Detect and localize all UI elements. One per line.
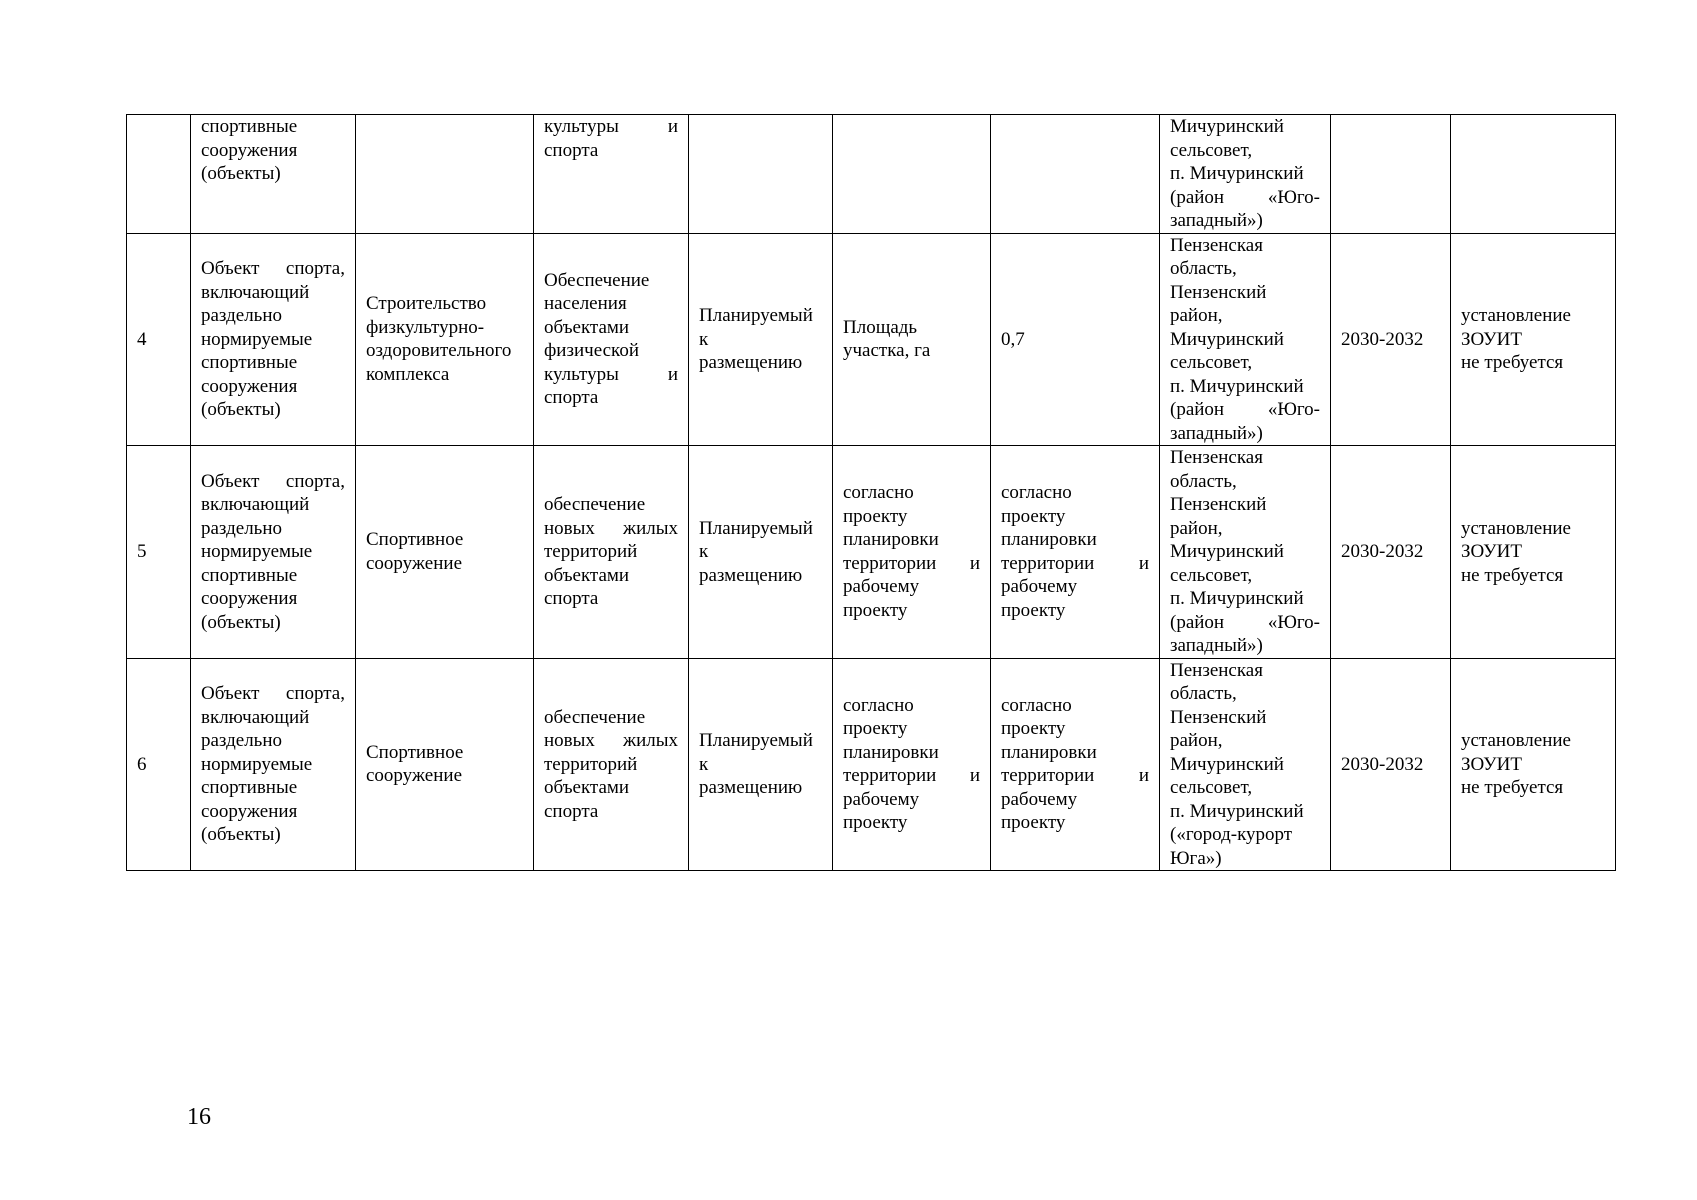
cell-text: 4 (137, 328, 147, 350)
cell-param (833, 115, 991, 234)
cell-word: культуры (544, 116, 619, 137)
cell-line (201, 800, 345, 824)
cell-word: раздельно (201, 730, 283, 751)
cell-status (689, 115, 833, 234)
cell-word: новых (544, 517, 595, 539)
cell-line (843, 528, 980, 552)
cell-word: спортивные (201, 777, 298, 798)
cell-line (1170, 611, 1320, 635)
cell-line (1001, 575, 1149, 599)
cell-line (1170, 304, 1320, 328)
cell-line (1170, 493, 1320, 517)
cell-word: планировки (1001, 741, 1097, 763)
cell-zone (1451, 233, 1616, 446)
cell-word: сельсовет, (1170, 777, 1253, 798)
cell-line (544, 776, 678, 800)
cell-word: включающий (201, 706, 310, 728)
cell-line (843, 599, 980, 623)
cell-word: обеспечение (544, 494, 646, 515)
cell-word: сельсовет, (1170, 564, 1253, 586)
cell-line (1170, 753, 1320, 777)
cell-name (356, 233, 534, 446)
cell-num (127, 658, 191, 871)
table-row (127, 233, 1616, 446)
cell-line (201, 587, 345, 611)
cell-word: нормируемые (201, 328, 313, 350)
cell-word: Юга») (1170, 847, 1222, 869)
cell-line (1170, 517, 1320, 541)
cell-line (1001, 717, 1149, 741)
cell-line (1001, 481, 1149, 505)
cell-line (1170, 540, 1320, 564)
cell-line: к (699, 541, 709, 562)
cell-line (544, 706, 678, 730)
cell-word: физической (544, 340, 639, 362)
cell-line (843, 505, 980, 529)
table-row (127, 115, 1616, 234)
cell-line: Планируемый (699, 730, 813, 751)
cell-line (1001, 528, 1149, 552)
cell-line: комплекса (366, 363, 450, 385)
cell-word: новых (544, 730, 595, 751)
cell-line (843, 694, 980, 718)
cell-word: спорта (544, 588, 599, 609)
cell-word: согласно (1001, 482, 1072, 504)
cell-line (1001, 552, 1149, 576)
cell-line (201, 304, 345, 328)
cell-word: территории (843, 552, 937, 574)
cell-word: жилых (622, 730, 678, 751)
cell-line (1170, 398, 1320, 422)
cell-param (833, 658, 991, 871)
cell-word: рабочему (843, 788, 920, 810)
cell-word: спорта, (285, 258, 345, 279)
cell-line: ЗОУИТ (1461, 753, 1522, 775)
cell-line: размещению (699, 564, 803, 586)
cell-line: к (699, 328, 709, 350)
cell-word: сельсовет, (1170, 139, 1253, 161)
cell-word: п. Мичуринский (1170, 800, 1304, 822)
cell-word: район, (1170, 517, 1223, 539)
cell-line (1170, 682, 1320, 706)
cell-purpose (534, 115, 689, 234)
cell-word: проекту (843, 505, 908, 527)
cell-word: п. Мичуринский (1170, 588, 1304, 609)
cell-param (833, 233, 991, 446)
cell-word: «Юго- (1267, 186, 1320, 208)
cell-line (843, 717, 980, 741)
cell-line (201, 540, 345, 564)
cell-line (1001, 505, 1149, 529)
cell-word: спорта, (285, 470, 345, 492)
cell-line (201, 398, 345, 422)
cell-word: спорта, (285, 683, 345, 704)
cell-word: раздельно (201, 305, 283, 326)
cell-line (544, 587, 678, 611)
cell-word: согласно (1001, 694, 1072, 716)
cell-line (201, 257, 345, 281)
cell-word: сельсовет, (1170, 352, 1253, 373)
cell-line (843, 481, 980, 505)
cell-line (843, 764, 980, 788)
cell-line (1170, 186, 1320, 210)
cell-word: проекту (843, 599, 908, 621)
cell-line (1170, 587, 1320, 611)
cell-location (1160, 446, 1331, 659)
cell-line (544, 292, 678, 316)
cell-text: 5 (137, 541, 147, 562)
cell-line (544, 363, 678, 387)
cell-word: Обеспечение (544, 269, 650, 291)
cell-word: Пензенский (1170, 706, 1267, 728)
cell-word: сооружения (201, 375, 298, 397)
cell-line (544, 800, 678, 824)
cell-word: нормируемые (201, 541, 313, 562)
cell-location (1160, 658, 1331, 871)
cell-word: (район (1170, 186, 1225, 208)
cell-line (1170, 823, 1320, 847)
cell-word: сооружения (201, 800, 298, 822)
cell-line (201, 753, 345, 777)
cell-line (1170, 634, 1320, 658)
cell-line: Планируемый (699, 305, 813, 326)
cell-line (201, 706, 345, 730)
cell-line (544, 316, 678, 340)
cell-word: планировки (843, 741, 939, 763)
cell-word: проекту (1001, 599, 1066, 621)
cell-word: (объекты) (201, 824, 281, 845)
cell-line (1170, 139, 1320, 163)
cell-line (1170, 800, 1320, 824)
cell-object (191, 233, 356, 446)
cell-line: ЗОУИТ (1461, 328, 1522, 350)
cell-word: территорий (544, 541, 638, 562)
cell-text: 2030-2032 (1341, 753, 1424, 775)
cell-text: 2030-2032 (1341, 541, 1424, 562)
cell-line (1170, 729, 1320, 753)
cell-word: Пензенский (1170, 494, 1267, 515)
table-row (127, 658, 1616, 871)
cell-num (127, 446, 191, 659)
cell-line (1170, 706, 1320, 730)
cell-word: район, (1170, 305, 1223, 326)
cell-zone (1451, 658, 1616, 871)
cell-line: Планируемый (699, 517, 813, 539)
cell-word: и (969, 552, 980, 574)
cell-line (1170, 209, 1320, 233)
cell-word: спорта (544, 139, 599, 161)
cell-value (991, 446, 1160, 659)
cell-line (544, 269, 678, 293)
cell-line: спортивные (201, 116, 298, 137)
cell-line: не требуется (1461, 352, 1564, 373)
cell-line: физкультурно- (366, 316, 485, 338)
cell-name (356, 446, 534, 659)
cell-word: область, (1170, 683, 1237, 704)
cell-line (201, 351, 345, 375)
cell-line: размещению (699, 777, 803, 798)
cell-line (1170, 564, 1320, 588)
cell-word: западный») (1170, 422, 1263, 444)
cell-line (1170, 328, 1320, 352)
cell-word: нормируемые (201, 753, 313, 775)
cell-word: Мичуринский (1170, 753, 1284, 775)
cell-line (201, 470, 345, 494)
cell-purpose (534, 233, 689, 446)
cell-line (544, 386, 678, 410)
cell-word: Пензенская (1170, 659, 1263, 681)
cell-line (1170, 422, 1320, 446)
cell-word: территории (843, 765, 937, 787)
cell-object (191, 446, 356, 659)
cell-word: (объекты) (201, 611, 281, 633)
cell-word: и (667, 116, 678, 137)
cell-line (1001, 694, 1149, 718)
cell-word: населения (544, 293, 627, 315)
cell-purpose (534, 446, 689, 659)
cell-word: и (1138, 765, 1149, 787)
cell-line (201, 375, 345, 399)
cell-word: объектами (544, 564, 630, 586)
cell-word: район, (1170, 730, 1223, 751)
cell-line (544, 540, 678, 564)
cell-word: (район (1170, 611, 1225, 633)
cell-word: Пензенская (1170, 234, 1263, 256)
cell-word: обеспечение (544, 706, 646, 728)
cell-word: сооружения (201, 588, 298, 609)
cell-line: сооружение (366, 765, 463, 787)
cell-name (356, 658, 534, 871)
cell-text: 0,7 (1001, 328, 1025, 350)
cell-line: к (699, 753, 709, 775)
cell-line (544, 139, 678, 163)
cell-text: 6 (137, 753, 147, 775)
cell-period (1331, 233, 1451, 446)
cell-line: не требуется (1461, 564, 1564, 586)
cell-word: согласно (843, 694, 914, 716)
cell-object (191, 115, 356, 234)
cell-word: рабочему (1001, 576, 1078, 598)
cell-value (991, 233, 1160, 446)
cell-line (201, 611, 345, 635)
cell-line (1170, 234, 1320, 258)
cell-line (1170, 375, 1320, 399)
cell-line (843, 788, 980, 812)
cell-line (201, 564, 345, 588)
cell-line: установление (1461, 730, 1571, 751)
cell-line: установление (1461, 517, 1571, 539)
cell-line (1001, 811, 1149, 835)
cell-object (191, 658, 356, 871)
cell-word: жилых (622, 517, 678, 539)
cell-word: Объект (201, 470, 260, 492)
cell-line (1170, 162, 1320, 186)
cell-line (544, 753, 678, 777)
cell-word: спорта (544, 800, 599, 822)
cell-line (201, 493, 345, 517)
cell-word: область, (1170, 258, 1237, 279)
cell-word: территории (1001, 765, 1095, 787)
cell-line (843, 575, 980, 599)
cell-line (1170, 776, 1320, 800)
cell-line: сооружения (201, 139, 298, 161)
cell-line (201, 776, 345, 800)
cell-word: планировки (843, 529, 939, 551)
cell-line (1170, 446, 1320, 470)
cell-line (1170, 847, 1320, 871)
cell-line (1001, 741, 1149, 765)
cell-line: (объекты) (201, 163, 281, 184)
cell-line (544, 339, 678, 363)
cell-line: не требуется (1461, 777, 1564, 798)
cell-line (1170, 470, 1320, 494)
cell-word: спортивные (201, 352, 298, 373)
cell-word: согласно (843, 482, 914, 504)
cell-text: 2030-2032 (1341, 328, 1424, 350)
cell-zone (1451, 115, 1616, 234)
cell-line: Строительство (366, 293, 487, 315)
cell-line (843, 741, 980, 765)
cell-word: (объекты) (201, 399, 281, 420)
cell-word: включающий (201, 281, 310, 303)
cell-word: объектами (544, 316, 630, 338)
cell-line (201, 682, 345, 706)
cell-status (689, 446, 833, 659)
cell-word: область, (1170, 470, 1237, 492)
cell-word: проекту (1001, 505, 1066, 527)
cell-word: Объект (201, 258, 260, 279)
cell-word: раздельно (201, 517, 283, 539)
table-body (127, 115, 1616, 871)
cell-period (1331, 446, 1451, 659)
cell-word: спортивные (201, 564, 298, 586)
cell-line: оздоровительного (366, 340, 512, 362)
cell-line: Спортивное (366, 741, 464, 763)
cell-line: Спортивное (366, 529, 464, 551)
cell-word: включающий (201, 494, 310, 515)
cell-word: проекту (843, 718, 908, 740)
cell-word: Мичуринский (1170, 328, 1284, 350)
cell-word: и (1138, 552, 1149, 574)
cell-word: проекту (843, 812, 908, 834)
cell-line: установление (1461, 305, 1571, 326)
cell-line (201, 729, 345, 753)
cell-word: объектами (544, 777, 630, 798)
cell-word: Пензенская (1170, 447, 1263, 468)
cell-line (201, 328, 345, 352)
page-number: 16 (187, 1104, 211, 1130)
cell-line (1001, 599, 1149, 623)
cell-status (689, 658, 833, 871)
cell-line (843, 811, 980, 835)
cell-word: Объект (201, 683, 260, 704)
cell-value (991, 115, 1160, 234)
cell-word: и (667, 363, 678, 385)
cell-num (127, 115, 191, 234)
cell-word: Пензенский (1170, 281, 1267, 303)
cell-word: Мичуринский (1170, 116, 1284, 137)
cell-word: спорта (544, 387, 599, 409)
cell-word: проекту (1001, 718, 1066, 740)
cell-word: рабочему (1001, 788, 1078, 810)
cell-line (1001, 788, 1149, 812)
cell-line (1170, 659, 1320, 683)
cell-line: Площадь (843, 316, 918, 338)
cell-word: культуры (544, 363, 619, 385)
cell-word: п. Мичуринский (1170, 163, 1304, 184)
cell-word: западный») (1170, 210, 1263, 231)
cell-name (356, 115, 534, 234)
cell-line (201, 517, 345, 541)
cell-word: (район (1170, 399, 1225, 420)
cell-word: п. Мичуринский (1170, 375, 1304, 397)
cell-word: территорий (544, 753, 638, 775)
data-table (126, 114, 1616, 871)
cell-word: Мичуринский (1170, 541, 1284, 562)
cell-value (991, 658, 1160, 871)
cell-line: ЗОУИТ (1461, 541, 1522, 562)
cell-line (1170, 115, 1320, 139)
cell-line (544, 517, 678, 541)
cell-word: «Юго- (1267, 399, 1320, 420)
cell-word: рабочему (843, 576, 920, 598)
cell-word: и (969, 765, 980, 787)
cell-word: («город-курорт (1170, 824, 1293, 845)
cell-param (833, 446, 991, 659)
cell-location (1160, 115, 1331, 234)
cell-line: участка, га (843, 340, 931, 362)
cell-line (843, 552, 980, 576)
cell-line (1001, 764, 1149, 788)
cell-line (1170, 281, 1320, 305)
cell-line (544, 493, 678, 517)
cell-num (127, 233, 191, 446)
cell-line (544, 564, 678, 588)
cell-line (544, 729, 678, 753)
cell-line (201, 823, 345, 847)
cell-line (201, 281, 345, 305)
cell-line (544, 115, 678, 139)
cell-status (689, 233, 833, 446)
cell-period (1331, 658, 1451, 871)
cell-period (1331, 115, 1451, 234)
cell-line (1170, 351, 1320, 375)
cell-zone (1451, 446, 1616, 659)
cell-line: сооружение (366, 552, 463, 574)
cell-word: планировки (1001, 529, 1097, 551)
table-row (127, 446, 1616, 659)
cell-word: территории (1001, 552, 1095, 574)
cell-line: размещению (699, 352, 803, 373)
cell-word: западный») (1170, 635, 1263, 656)
cell-word: проекту (1001, 812, 1066, 834)
cell-line (1170, 257, 1320, 281)
cell-purpose (534, 658, 689, 871)
cell-location (1160, 233, 1331, 446)
cell-word: «Юго- (1267, 611, 1320, 633)
